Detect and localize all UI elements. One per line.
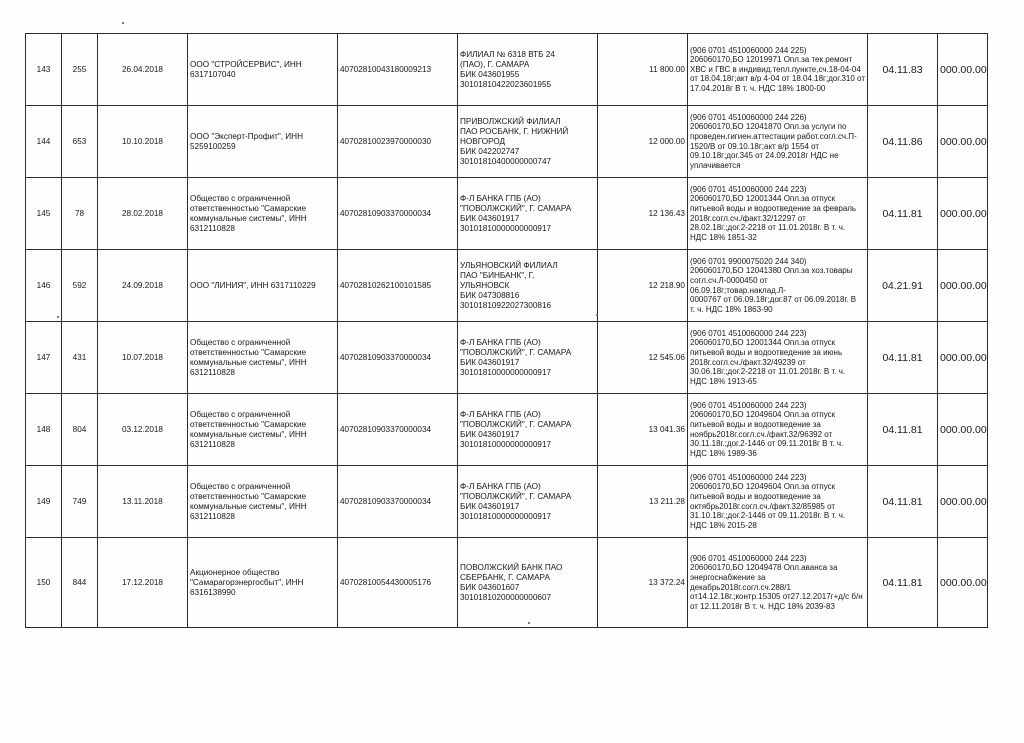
payment-date: 26.04.2018 <box>98 34 188 106</box>
payment-amount: 12 000.00 <box>598 106 688 178</box>
payee-bank: Ф-Л БАНКА ГПБ (АО) "ПОВОЛЖСКИЙ", Г. САМАРА БИК 043601917 30101810000000000917 <box>458 322 598 394</box>
payment-purpose: (906 0701 4510060000 244 223) 206060170,БО 12049478 Опл.аванса за энергоснабжение за декабрь2018г.согл.сч.288/1 от14.12.18г.;контр.15305 от27.12.2017г+д/с б/н от 12.11.2018г В т. ч. НДС 18% 2039-83 <box>688 538 868 628</box>
document-number: 431 <box>62 322 98 394</box>
budget-code: 04.11.81 <box>868 394 938 466</box>
row-number: 150 <box>26 538 62 628</box>
payee-account: 40702810903370000034 <box>338 466 458 538</box>
payments-table <box>25 33 988 628</box>
payment-amount: 12 136.43 <box>598 178 688 250</box>
document-number: 592 <box>62 250 98 322</box>
payment-date: 13.11.2018 <box>98 466 188 538</box>
document-number: 749 <box>62 466 98 538</box>
scan-speck <box>122 22 124 24</box>
table-row <box>26 34 988 106</box>
payee-name: Общество с ограниченной ответственностью "Самарские коммунальные системы", ИНН 6312110828 <box>188 322 338 394</box>
payment-date: 24.09.2018 <box>98 250 188 322</box>
payment-purpose: (906 0701 4510060000 244 223) 206060170,БО 12001344 Опл.за отпуск питьевой воды и водоотведение за февраль 2018г.согл.сч./факт.32/12297 от 28.02.18г.;дог.2-2218 от 11.01.2018г. В т. ч. НДС 18% 1851-32 <box>688 178 868 250</box>
payee-name: Общество с ограниченной ответственностью "Самарские коммунальные системы", ИНН 6312110828 <box>188 178 338 250</box>
payment-amount: 13 372.24 <box>598 538 688 628</box>
payee-name: Акционерное общество "Самарагорэнергосбыт", ИНН 6316138990 <box>188 538 338 628</box>
zero-code: 000.00.00 <box>938 250 988 322</box>
payee-name: Общество с ограниченной ответственностью "Самарские коммунальные системы", ИНН 6312110828 <box>188 466 338 538</box>
payment-amount: 12 218.90 <box>598 250 688 322</box>
row-number: 143 <box>26 34 62 106</box>
payment-purpose: (906 0701 4510060000 244 226) 206060170,БО 12041870 Опл.за услуги по проведен.гигиен.аттестации работ.согл.сч.П- 1520/В от 09.10.18г;акт в/р 1554 от 09.10.18г;дог.345 от 24.09.2018г НДС не уплачивается <box>688 106 868 178</box>
payee-name: ООО "ЛИНИЯ", ИНН 6317110229 <box>188 250 338 322</box>
budget-code: 04.11.83 <box>868 34 938 106</box>
budget-code: 04.11.81 <box>868 538 938 628</box>
payee-name: Общество с ограниченной ответственностью "Самарские коммунальные системы", ИНН 6312110828 <box>188 394 338 466</box>
payment-date: 10.10.2018 <box>98 106 188 178</box>
table-row <box>26 250 988 322</box>
budget-code: 04.11.81 <box>868 322 938 394</box>
payment-purpose: (906 0701 9900075020 244 340) 206060170,БО 12041380 Опл.за хоз.товары согл.сч.Л-0000450 от 06.09.18г;товар.наклад.Л- 0000767 от 06.09.18г;дог.87 от 06.09.2018г. В т. ч. НДС 18% 1863-90 <box>688 250 868 322</box>
document-number: 804 <box>62 394 98 466</box>
payee-account: 40702810903370000034 <box>338 394 458 466</box>
budget-code: 04.11.81 <box>868 466 938 538</box>
scan-speck <box>528 622 530 624</box>
row-number: 146 <box>26 250 62 322</box>
payment-amount: 12 545.06 <box>598 322 688 394</box>
document-number: 78 <box>62 178 98 250</box>
payment-date: 03.12.2018 <box>98 394 188 466</box>
payee-bank: Ф-Л БАНКА ГПБ (АО) "ПОВОЛЖСКИЙ", Г. САМАРА БИК 043601917 30101810000000000917 <box>458 466 598 538</box>
payee-bank: Ф-Л БАНКА ГПБ (АО) "ПОВОЛЖСКИЙ", Г. САМАРА БИК 043601917 30101810000000000917 <box>458 394 598 466</box>
zero-code: 000.00.00 <box>938 466 988 538</box>
table-row <box>26 466 988 538</box>
zero-code: 000.00.00 <box>938 394 988 466</box>
zero-code: 000.00.00 <box>938 106 988 178</box>
scan-speck <box>596 314 598 316</box>
table-row <box>26 394 988 466</box>
payee-account: 40702810043180009213 <box>338 34 458 106</box>
budget-code: 04.21.91 <box>868 250 938 322</box>
payment-purpose: (906 0701 4510060000 244 223) 206060170,БО 12049604 Опл.за отпуск питьевой воды и водоотведение за октябрь2018г.согл.сч./факт.32/85985 от 31.10.18г.;дог.2-1446 от 09.11.2018г. В т. ч. НДС 18% 2015-28 <box>688 466 868 538</box>
payee-bank: ПОВОЛЖСКИЙ БАНК ПАО СБЕРБАНК, Г. САМАРА БИК 043601607 30101810200000000607 <box>458 538 598 628</box>
row-number: 145 <box>26 178 62 250</box>
payee-account: 40702810903370000034 <box>338 178 458 250</box>
row-number: 149 <box>26 466 62 538</box>
budget-code: 04.11.81 <box>868 178 938 250</box>
payment-date: 17.12.2018 <box>98 538 188 628</box>
payment-amount: 13 211.28 <box>598 466 688 538</box>
payee-account: 40702810903370000034 <box>338 322 458 394</box>
payment-purpose: (906 0701 4510060000 244 223) 206060170,БО 12049604 Опл.за отпуск питьевой воды и водоотведение за ноябрь2018г.согл.сч./факт.32/96392 от 30.11.18г.;дог.2-1446 от 09.11.2018г В т. ч. НДС 18% 1989-36 <box>688 394 868 466</box>
scan-speck <box>57 316 59 318</box>
zero-code: 000.00.00 <box>938 178 988 250</box>
row-number: 148 <box>26 394 62 466</box>
document-number: 653 <box>62 106 98 178</box>
budget-code: 04.11.86 <box>868 106 938 178</box>
document-number: 844 <box>62 538 98 628</box>
payee-bank: ПРИВОЛЖСКИЙ ФИЛИАЛ ПАО РОСБАНК, Г. НИЖНИЙ НОВГОРОД БИК 042202747 30101810400000000747 <box>458 106 598 178</box>
payee-bank: УЛЬЯНОВСКИЙ ФИЛИАЛ ПАО "БИНБАНК", Г. УЛЬЯНОВСК БИК 047308816 30101810922027300816 <box>458 250 598 322</box>
table-row <box>26 322 988 394</box>
payment-purpose: (906 0701 4510060000 244 225) 206060170,БО 12019971 Опл.за тек.ремонт ХВС и ГВС в индивид.тепл.пункте,сч.18-04-04 от 18.04.18г;акт в/р 4-04 от 18.04.18г;дог.310 от 17.04.2018г В т. ч. НДС 18% 1800-00 <box>688 34 868 106</box>
payee-name: ООО "СТРОЙСЕРВИС", ИНН 6317107040 <box>188 34 338 106</box>
zero-code: 000.00.00 <box>938 322 988 394</box>
row-number: 147 <box>26 322 62 394</box>
table-row <box>26 106 988 178</box>
payment-amount: 13 041.36 <box>598 394 688 466</box>
payee-bank: Ф-Л БАНКА ГПБ (АО) "ПОВОЛЖСКИЙ", Г. САМАРА БИК 043601917 30101810000000000917 <box>458 178 598 250</box>
payee-account: 40702810054430005176 <box>338 538 458 628</box>
payment-date: 10.07.2018 <box>98 322 188 394</box>
row-number: 144 <box>26 106 62 178</box>
table-row <box>26 178 988 250</box>
payee-name: ООО "Эксперт-Профит", ИНН 5259100259 <box>188 106 338 178</box>
payee-bank: ФИЛИАЛ № 6318 ВТБ 24 (ПАО), Г. САМАРА БИК 043601955 30101810422023601955 <box>458 34 598 106</box>
zero-code: 000.00.00 <box>938 34 988 106</box>
payee-account: 40702810023970000030 <box>338 106 458 178</box>
zero-code: 000.00.00 <box>938 538 988 628</box>
table-row <box>26 538 988 628</box>
document-number: 255 <box>62 34 98 106</box>
payee-account: 40702810262100101585 <box>338 250 458 322</box>
payment-purpose: (906 0701 4510060000 244 223) 206060170,БО 12001344 Опл.за отпуск питьевой воды и водоотведение за июнь 2018г.согл.сч./факт.32/49239 от 30.06.18г.;дог.2-2218 от 11.01.2018г. В т. ч. НДС 18% 1913-65 <box>688 322 868 394</box>
payment-date: 28.02.2018 <box>98 178 188 250</box>
payment-amount: 11 800.00 <box>598 34 688 106</box>
